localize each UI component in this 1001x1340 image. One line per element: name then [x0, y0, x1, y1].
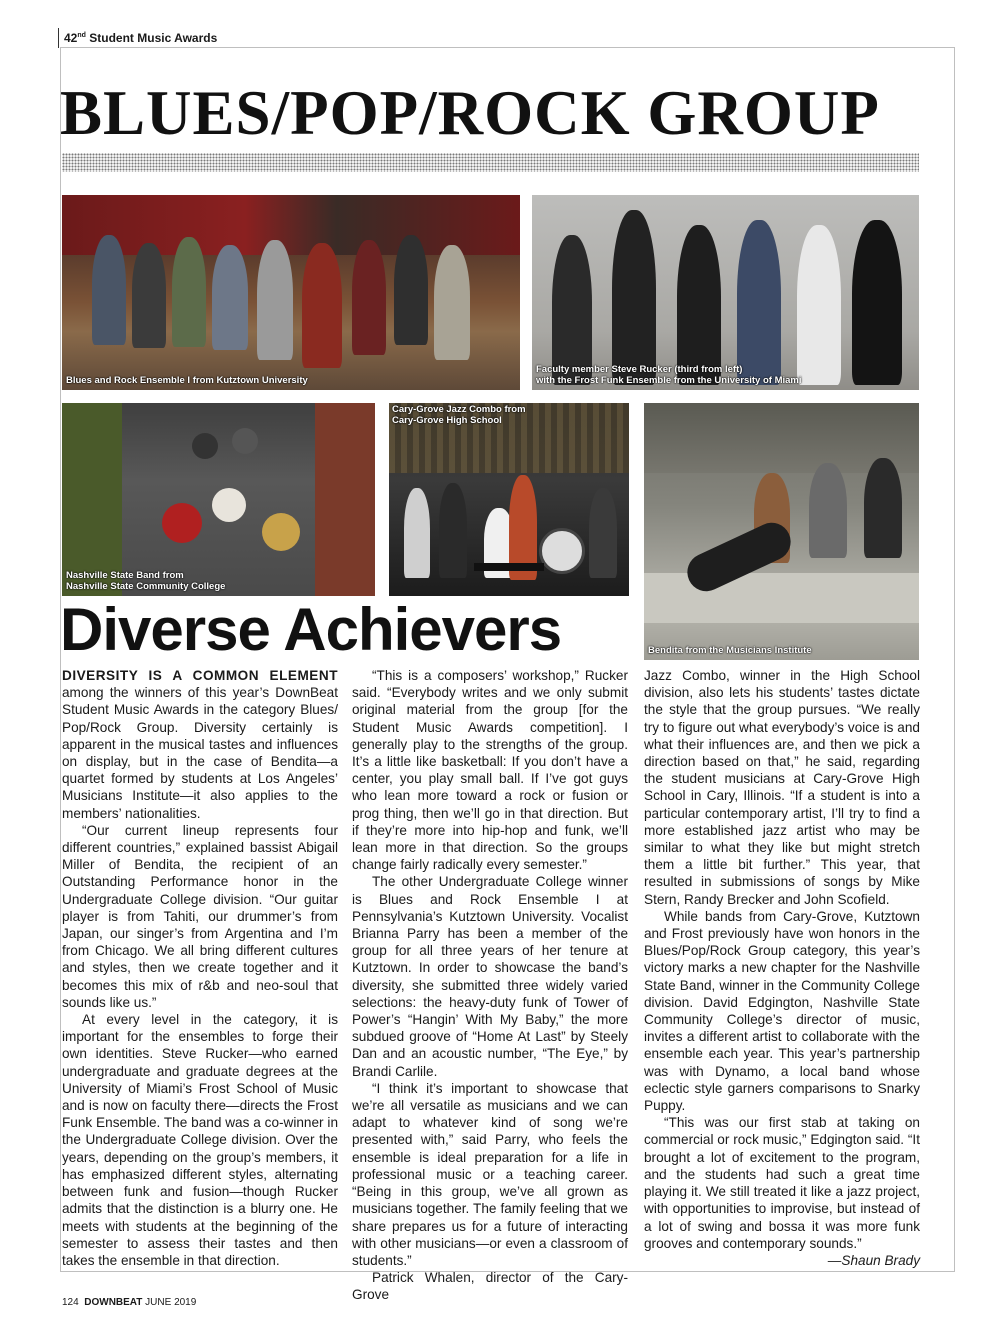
figure — [404, 488, 430, 578]
paragraph: “This was our first stab at taking on commercial or rock music,” Edgington said. “It brought a lot of excitement to the program, and the students had such a great time playing it. We still treated it like a jazz project, with opportunities to improvise, but instead of a lot of swing and bossa it was more funk grooves and contemporary sounds.” — [644, 1115, 920, 1251]
magazine-name: DOWNBEAT — [84, 1297, 143, 1308]
article-title: Diverse Achievers — [60, 596, 562, 663]
photo-cary-grove-jazz-combo — [389, 403, 629, 596]
photo-caption: Bendita from the Musicians Institute — [648, 645, 812, 657]
figure — [394, 235, 428, 345]
photo-caption: Blues and Rock Ensemble I from Kutztown University — [66, 375, 308, 387]
photo-frost-funk-ensemble — [532, 195, 919, 390]
paragraph: The other Undergraduate College winner is Blues and Rock Ensemble I at Pennsylvania’s Kutztown University. Vocalist Brianna Parry has been a member of the group for all three years of her tenure at Kutztown. In order to showcase the band’s diversity, she submitted three widely varied selections: the heavy-duty funk of Tower of Power’s “Hangin’ With My Baby,” the more subdued groove of “Home At Last” by Steely Dan and an acoustic number, “The Eye,” by Brandi Carlile. — [352, 874, 628, 1079]
photo-bendita — [644, 403, 919, 660]
photo-caption: Faculty member Steve Rucker (third from left) with the Frost Funk Ensemble from the University of Miami — [536, 364, 802, 387]
figure — [552, 235, 592, 385]
figure — [352, 240, 386, 355]
paragraph: “Our current lineup represents four different countries,” explained bassist Abigail Miller of Bendita, the recipient of an Outstanding Performance honor in the Undergraduate College division. “Our guitar player is from Tahiti, our drummer’s from Japan, our singer’s from Argentina and I’m from Chicago. We all bring different cultures and styles, then we create together and it becomes this mix of r&b and neo-soul that sounds like us.” — [62, 822, 338, 1010]
figure — [132, 243, 166, 348]
trees — [62, 403, 122, 596]
figure — [262, 513, 300, 551]
category-headline: BLUES/POP/ROCK GROUP — [60, 78, 880, 148]
page-footer — [62, 1297, 196, 1308]
figure — [172, 237, 206, 347]
section-label: 42nd Student Music Awards — [64, 31, 218, 45]
figure — [212, 245, 248, 350]
figure — [212, 488, 246, 522]
paragraph: While bands from Cary-Grove, Kutztown and Frost previously have won honors in the Blues/Pop/Rock Group category, this year’s victory marks a new chapter for the Nashville State Band, winner in the Community College division. David Edgington, Nashville State Community College’s director of music, invites a different artist to collaborate with the ensemble each year. This year’s partnership was with Dynamo, a local band whose eclectic style garners comparisons to Snarky Puppy. — [644, 908, 920, 1114]
figure — [439, 483, 467, 578]
figure — [92, 235, 126, 345]
figure — [257, 240, 293, 360]
paragraph: “I think it’s important to showcase that we’re all versatile as musicians and we can adapt to whatever kind of song we’re presented with,” said Parry, who feels the ensemble is ideal preparation for a life in professional music or a teaching career. “Being in this group, we’ve all grown as musicians together. The family feeling that we share prepares us for a future of interacting with other musicians—or even a classroom of students.” — [352, 1080, 628, 1268]
keyboard — [474, 563, 544, 571]
figure — [797, 225, 841, 385]
article-column-3 — [644, 667, 920, 1269]
photo-caption: Cary-Grove Jazz Combo from Cary-Grove High School — [392, 404, 526, 426]
photo-caption: Nashville State Band from Nashville State Community College — [66, 570, 226, 593]
figure — [232, 428, 258, 454]
figure — [809, 463, 847, 558]
article-column-1 — [62, 667, 338, 1269]
figure — [852, 220, 902, 385]
issue-date: JUNE 2019 — [145, 1297, 197, 1308]
page-number: 124 — [62, 1297, 79, 1308]
figure — [162, 503, 202, 543]
paragraph: “This is a composers’ workshop,” Rucker said. “Everybody writes and we only submit original material from the group [for the Student Music Awards competition]. I generally play to the strengths of the group. It’s a little like basketball: If you don’t have a center, you play small ball. If I’ve got guys who lean more toward a rock or fusion or prog thing, then we’ll go in that direction. But if they’re more into hip-hop and funk, we’ll lean more in that direction. So the groups change fairly radically every semester.” — [352, 668, 628, 873]
lead-in: DIVERSITY IS A COMMON ELEMENT — [62, 668, 338, 683]
article-column-2 — [352, 667, 628, 1304]
dotted-divider — [62, 153, 919, 172]
figure — [864, 458, 902, 558]
figure — [677, 225, 721, 385]
ledge — [644, 573, 919, 623]
figure — [737, 220, 781, 385]
paragraph: DIVERSITY IS A COMMON ELEMENT among the winners of this year’s DownBeat Student Music Awards in the category Blues/ Pop/Rock Group. Diversity certainly is apparent in the musical tastes and influences on display, but in the case of Bendita—a quartet formed by students at Los Angeles’ Musicians Institute—it also applies to the members’ nationalities. — [62, 668, 338, 821]
paragraph: Patrick Whalen, director of the Cary-Grove — [352, 1270, 628, 1303]
paragraph: At every level in the category, it is important for the ensembles to forge their own identities. Steve Rucker—who earned undergraduate and graduate degrees at the University of Miami’s Frost School of Music and is now on faculty there—directs the Frost Funk Ensemble. The band was a co-winner in the Undergraduate College division. Over the years, depending on the group’s members, it has emphasized different styles, alternating between funk and fusion—though Rucker admits that the distinction is a blurry one. He meets with students at the beginning of the semester to assess their tastes and then takes the ensemble in that direction. — [62, 1012, 338, 1268]
section-rule — [58, 28, 59, 48]
figure — [302, 243, 342, 368]
photo-kutztown-ensemble — [62, 195, 520, 390]
figure — [612, 210, 656, 385]
figure — [192, 433, 218, 459]
paragraph: Jazz Combo, winner in the High School division, also lets his students’ tastes dictate the style that the group pursues. “We really try to figure out what everybody’s voice is and what their influences are, and then we pick a direction based on that,” he said, regarding the student musicians at Cary-Grove High School in Cary, Illinois. “If a student is into a particular contemporary artist, I’ll try to find a more established jazz artist who may be similar to what they like but might stretch them a little bit further.” This year, that resulted in submissions of songs by Mike Stern, Randy Brecker and John Scofield. — [644, 668, 920, 907]
author-signature: —Shaun Brady — [827, 1252, 920, 1268]
photo-nashville-state-band — [62, 403, 375, 596]
drum-kit — [539, 528, 585, 574]
brick-wall — [315, 403, 375, 596]
figure — [589, 488, 617, 578]
figure — [434, 245, 470, 360]
